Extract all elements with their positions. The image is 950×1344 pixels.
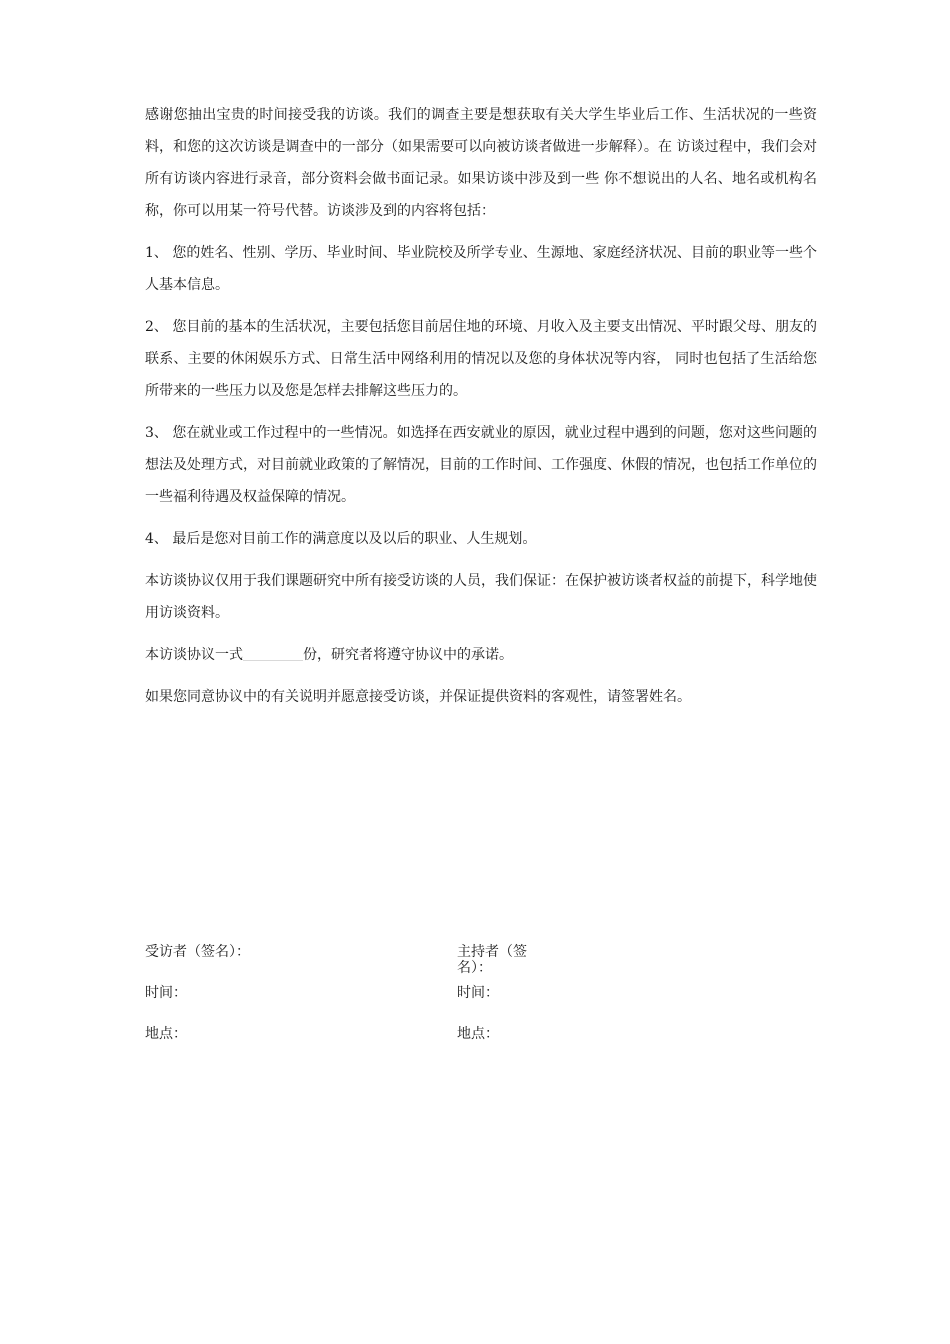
item-4-paragraph: 4、 最后是您对目前工作的满意度以及以后的职业、人生规划。 [145,531,537,547]
item-3-paragraph: 3、 您在就业或工作过程中的一些情况。如选择在西安就业的原因，就业过程中遇到的问题，您对这些问题的想法及处理方式，对目前就业政策的了解情况，目前的工作时间、工作强度、休假的情况，也包括工作单位的一些福利待遇及权益保障的情况。 [145,425,817,505]
host-time-label: 时间： [457,985,499,1001]
item-2-paragraph: 2、 您目前的基本的生活状况，主要包括您目前居住地的环境、月收入及主要支出情况、平时跟父母、朋友的联系、主要的休闲娱乐方式、日常生活中网络利用的情况以及您的身体状况等内容， 同时也包括了生活给您所带来的一些压力以及您是怎样去排解这些压力的。 [145,319,817,399]
host-signature-label: 主持者（签名）： [457,944,527,976]
host-place-label: 地点： [457,1026,499,1042]
interviewee-time-label: 时间： [145,985,187,1001]
interviewee-signature-label: 受访者（签名）： [145,944,250,960]
consent-paragraph: 如果您同意协议中的有关说明并愿意接受访谈，并保证提供资料的客观性，请签署姓名。 [145,689,691,705]
copies-text-after: 份，研究者将遵守协议中的承诺。 [303,647,513,663]
agreement-body [145,99,817,723]
item-1-paragraph: 1、 您的姓名、性别、学历、毕业时间、毕业院校及所学专业、生源地、家庭经济状况、目前的职业等一些个人基本信息。 [145,245,817,293]
protocol-paragraph: 本访谈协议仅用于我们课题研究中所有接受访谈的人员，我们保证：在保护被访谈者权益的前提下，科学地使用访谈资料。 [145,573,817,621]
intro-paragraph: 感谢您抽出宝贵的时间接受我的访谈。我们的调查主要是想获取有关大学生毕业后工作、生活状况的一些资料，和您的这次访谈是调查中的一部分（如果需要可以向被访谈者做进一步解释）。在 访谈过程中，我们会对所有访谈内容进行录音，部分资料会做书面记录。如果访谈中涉及到一些 你不想说出的人名、地名或机构名称，你可以用某一符号代替。访谈涉及到的内容将包括： [145,107,817,219]
copies-blank-field [243,644,303,661]
copies-paragraph [145,639,817,671]
interviewee-place-label: 地点： [145,1026,187,1042]
copies-text-before: 本访谈协议一式 [145,647,243,663]
